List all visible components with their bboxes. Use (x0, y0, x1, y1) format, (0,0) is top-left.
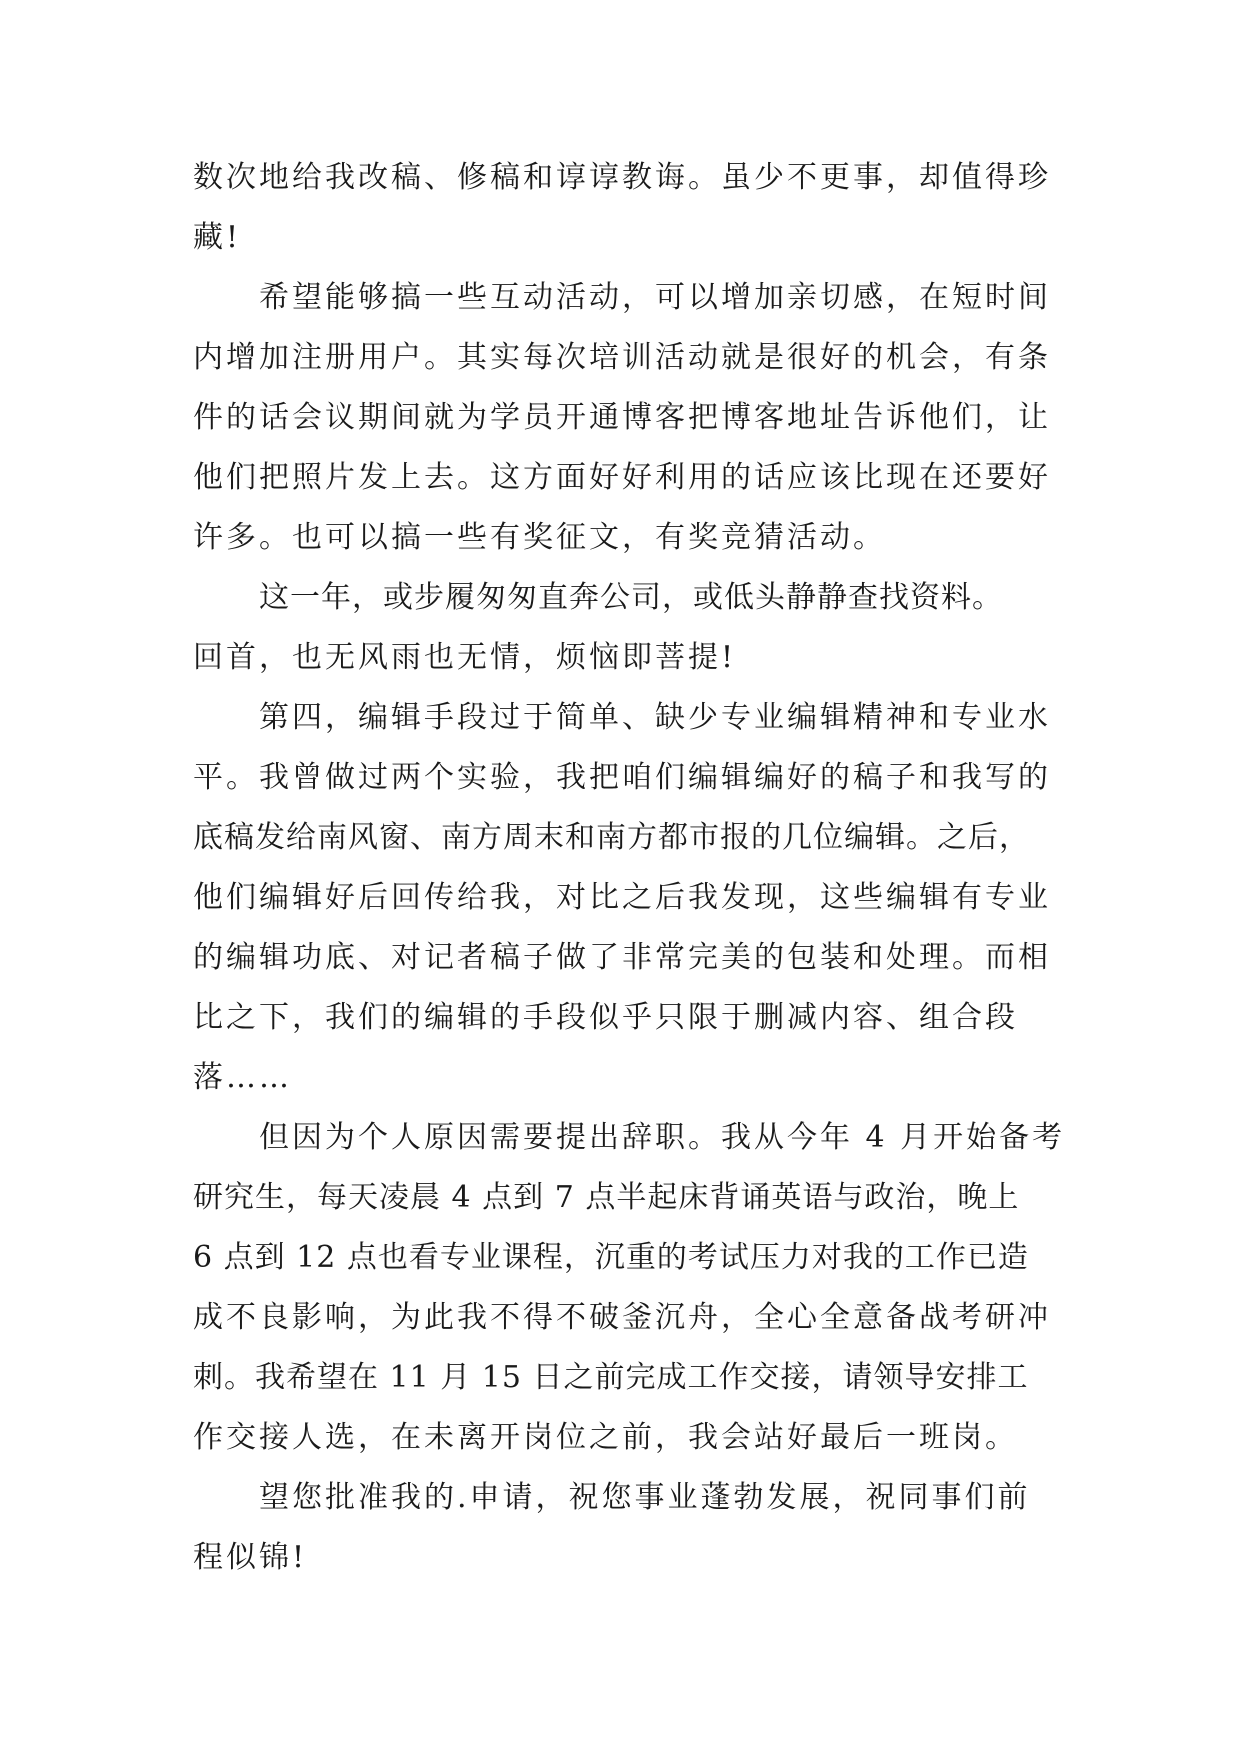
text-line: 的编辑功底、对记者稿子做了非常完美的包装和处理。而相 (193, 940, 1051, 975)
text-line: 内增加注册用户。其实每次培训活动就是很好的机会，有条 (193, 340, 1051, 375)
text-line: 他们编辑好后回传给我，对比之后我发现，这些编辑有专业 (193, 880, 1051, 915)
text-line: 比之下，我们的编辑的手段似乎只限于删减内容、组合段 (193, 1000, 1018, 1035)
text-line: 件的话会议期间就为学员开通博客把博客地址告诉他们，让 (193, 400, 1051, 435)
paragraph-1 (193, 148, 1055, 268)
text-line: 他们把照片发上去。这方面好好利用的话应该比现在还要好 (193, 460, 1051, 495)
text-line: 希望能够搞一些互动活动，可以增加亲切感，在短时间 (259, 280, 1051, 315)
paragraph-4 (193, 688, 1055, 1108)
text-line: 6 点到 12 点也看专业课程，沉重的考试压力对我的工作已造 (193, 1240, 1029, 1275)
paragraph-2 (193, 268, 1055, 568)
text-line: 回首，也无风雨也无情，烦恼即菩提! (193, 640, 737, 675)
text-line: 底稿发给南风窗、南方周末和南方都市报的几位编辑。之后， (193, 820, 1030, 855)
paragraph-5 (193, 1108, 1066, 1468)
text-line: 刺。我希望在 11 月 15 日之前完成工作交接，请领导安排工 (193, 1360, 1029, 1395)
text-line: 藏! (193, 220, 242, 255)
document-page (193, 148, 1066, 1588)
text-line: 但因为个人原因需要提出辞职。我从今年 4 月开始备考 (259, 1120, 1066, 1155)
text-line: 这一年，或步履匆匆直奔公司，或低头静静查找资料。 (259, 580, 1003, 615)
text-line: 第四，编辑手段过于简单、缺少专业编辑精神和专业水 (259, 700, 1051, 735)
paragraph-3 (193, 568, 1055, 688)
text-line: 落…… (193, 1060, 292, 1095)
text-line: 数次地给我改稿、修稿和谆谆教诲。虽少不更事，却值得珍 (193, 160, 1051, 195)
text-line: 许多。也可以搞一些有奖征文，有奖竞猜活动。 (193, 520, 886, 555)
text-line: 作交接人选，在未离开岗位之前，我会站好最后一班岗。 (193, 1420, 1018, 1455)
paragraph-6 (193, 1468, 1055, 1588)
text-line: 程似锦! (193, 1540, 308, 1575)
text-line: 研究生，每天凌晨 4 点到 7 点半起床背诵英语与政治，晚上 (193, 1180, 1020, 1215)
text-line: 成不良影响，为此我不得不破釜沉舟，全心全意备战考研冲 (193, 1300, 1051, 1335)
text-line: 望您批准我的.申请，祝您事业蓬勃发展，祝同事们前 (259, 1480, 1031, 1515)
text-line: 平。我曾做过两个实验，我把咱们编辑编好的稿子和我写的 (193, 760, 1051, 795)
